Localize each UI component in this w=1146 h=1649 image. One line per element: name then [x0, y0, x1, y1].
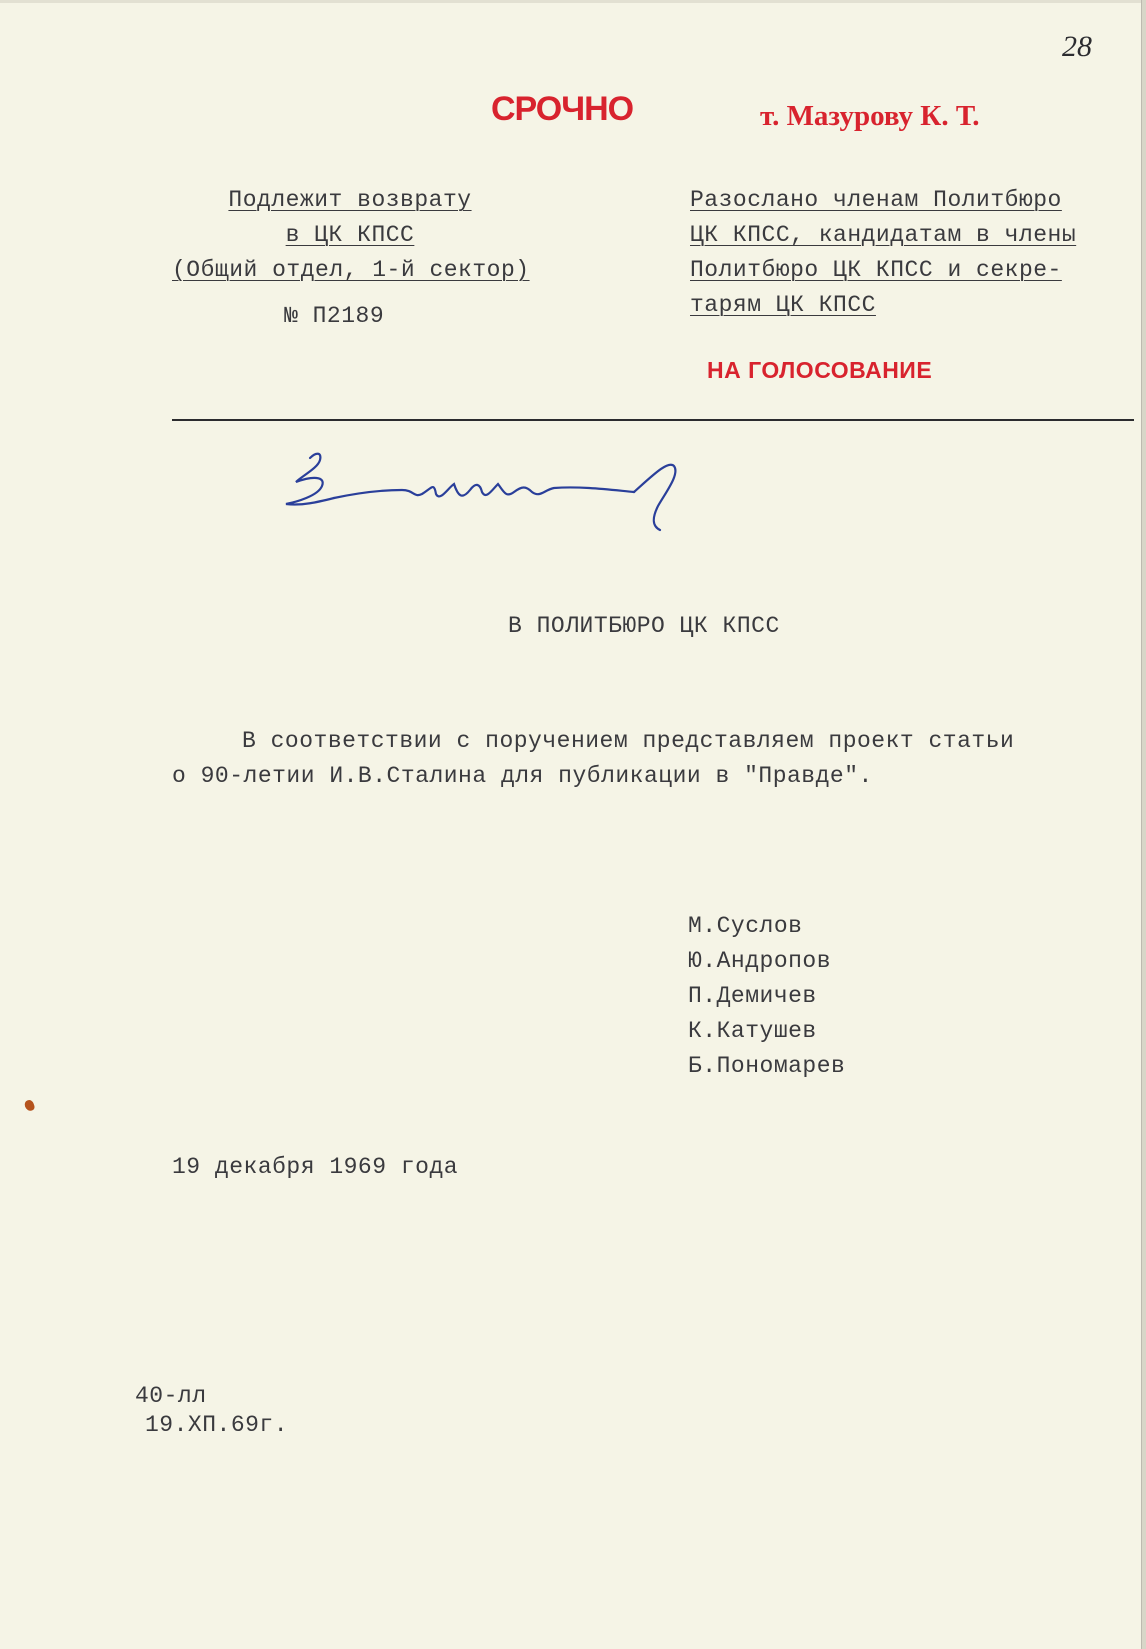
page-top-edge [0, 0, 1146, 3]
return-note-line-3: (Общий отдел, 1-й сектор) [172, 257, 530, 283]
document-date: 19 декабря 1969 года [172, 1154, 459, 1180]
signatory: К.Катушев [688, 1018, 817, 1044]
addressee-line: В ПОЛИТБЮРО ЦК КПСС [508, 613, 780, 639]
urgent-stamp: СРОЧНО [491, 90, 634, 128]
return-note-line-2: в ЦК КПСС [285, 222, 415, 248]
signatory: Б.Пономарев [688, 1053, 846, 1079]
paper-blemish [23, 1099, 35, 1112]
signatory: П.Демичев [688, 983, 817, 1009]
addressee-stamp: т. Мазурову К. Т. [760, 100, 980, 132]
signatory: Ю.Андропов [688, 948, 832, 974]
body-line-1: В соответствии с поручением представляем проект статьи [242, 728, 1015, 754]
copies-note: 40-лл [135, 1383, 207, 1409]
signatory: М.Суслов [688, 913, 803, 939]
body-line-2: о 90-летии И.В.Сталина для публикации в "Правде". [172, 763, 873, 789]
distribution-note-line-1: Разослано членам Политбюро [690, 187, 1062, 213]
distribution-note-line-3: Политбюро ЦК КПСС и секре- [690, 257, 1062, 283]
registration-number: № П2189 [284, 303, 385, 329]
page-number: 28 [1062, 30, 1092, 63]
page-right-edge [1141, 0, 1146, 1649]
distribution-note-line-4: тарям ЦК КПСС [690, 292, 876, 318]
header-divider [172, 419, 1134, 421]
vote-stamp: НА ГОЛОСОВАНИЕ [707, 357, 933, 383]
footer-date-code: 19.XП.69г. [145, 1412, 289, 1438]
handwritten-signature [282, 446, 722, 536]
distribution-note-line-2: ЦК КПСС, кандидатам в члены [690, 222, 1077, 248]
return-note-line-1: Подлежит возврату [228, 187, 472, 213]
